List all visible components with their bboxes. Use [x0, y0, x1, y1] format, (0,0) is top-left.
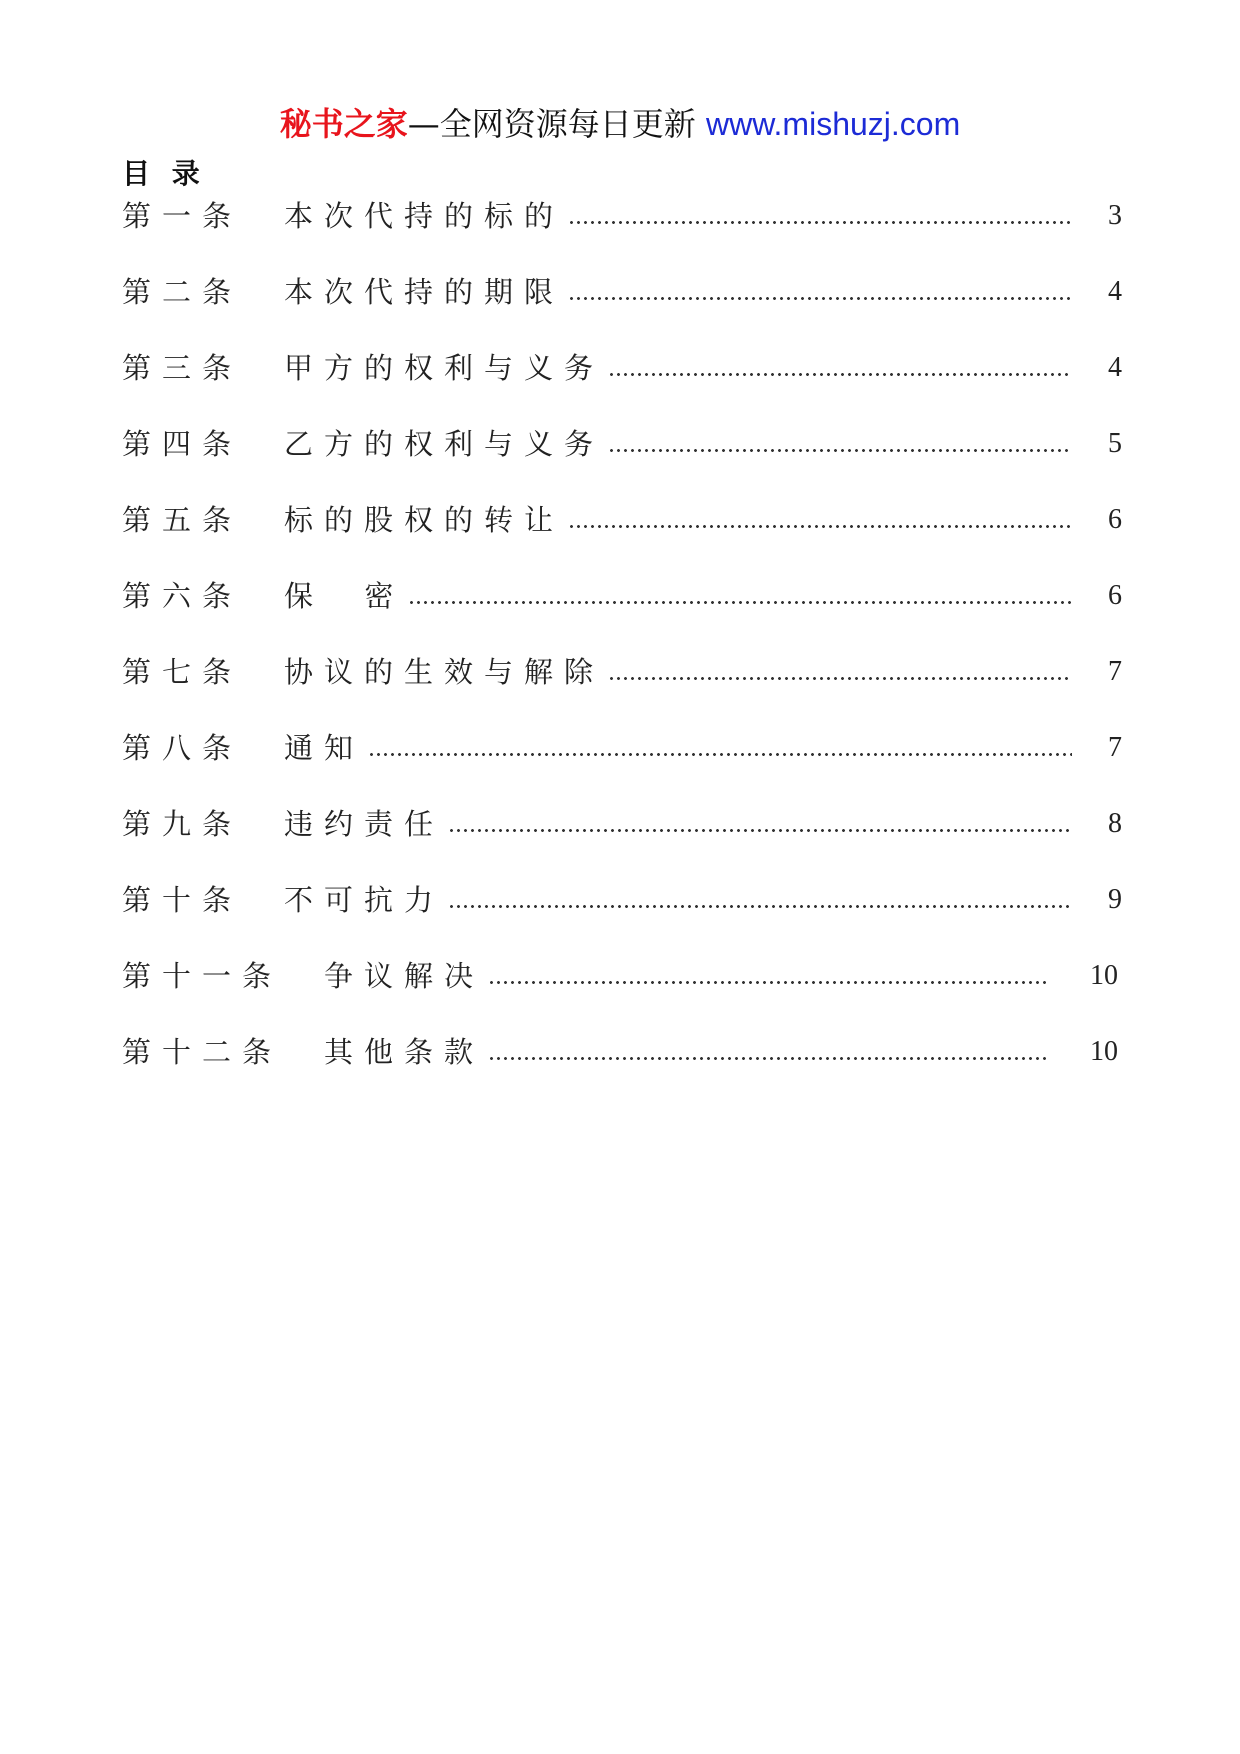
toc-entry-page: 5	[1108, 428, 1122, 459]
toc-entry[interactable]	[122, 956, 1122, 1032]
toc-entry-number: 第十一条	[122, 959, 283, 993]
table-of-contents	[122, 196, 1122, 1108]
toc-entry-number: 第八条	[122, 731, 243, 765]
toc-entry-number: 第九条	[122, 807, 243, 841]
toc-entry[interactable]	[122, 804, 1122, 880]
header-url-link[interactable]: www.mishuzj.com	[705, 106, 961, 142]
toc-entry-number: 第一条	[122, 199, 243, 233]
toc-entry-page: 8	[1108, 808, 1122, 839]
toc-entry[interactable]	[122, 348, 1122, 424]
toc-entry-number: 第六条	[122, 579, 243, 613]
toc-entry-page: 9	[1108, 884, 1122, 915]
dot-leader	[608, 424, 1072, 454]
toc-entry-heading: 标的股权的转让	[284, 503, 565, 537]
toc-entry-heading: 本次代持的期限	[284, 275, 565, 309]
toc-entry-page: 7	[1108, 656, 1122, 687]
toc-entry-heading: 违约责任	[284, 807, 445, 841]
dot-leader	[568, 196, 1072, 226]
dot-leader	[488, 1032, 1050, 1062]
dot-leader	[368, 728, 1072, 758]
dot-leader	[608, 652, 1072, 682]
toc-entry-number: 第四条	[122, 427, 243, 461]
toc-entry-heading: 争议解决	[324, 959, 485, 993]
toc-entry-number: 第七条	[122, 655, 243, 689]
toc-entry-number: 第三条	[122, 351, 243, 385]
toc-entry-heading: 保 密	[284, 579, 405, 613]
toc-entry-heading: 协议的生效与解除	[284, 655, 605, 689]
toc-entry-page: 4	[1108, 276, 1122, 307]
toc-entry-page: 10	[1090, 960, 1118, 991]
page-header	[0, 102, 1240, 146]
toc-entry-number: 第十条	[122, 883, 243, 917]
toc-entry-number: 第十二条	[122, 1035, 283, 1069]
toc-entry[interactable]	[122, 728, 1122, 804]
dot-leader	[568, 272, 1072, 302]
toc-entry-page: 3	[1108, 200, 1122, 231]
toc-entry[interactable]	[122, 880, 1122, 956]
toc-title: 目 录	[122, 157, 206, 190]
toc-entry-page: 6	[1108, 504, 1122, 535]
toc-entry[interactable]	[122, 500, 1122, 576]
dot-leader	[488, 956, 1050, 986]
toc-entry-page: 6	[1108, 580, 1122, 611]
toc-entry-number: 第五条	[122, 503, 243, 537]
toc-entry[interactable]	[122, 576, 1122, 652]
toc-entry-heading: 乙方的权利与义务	[284, 427, 605, 461]
dot-leader	[608, 348, 1072, 378]
toc-entry[interactable]	[122, 1032, 1122, 1108]
toc-entry-page: 7	[1108, 732, 1122, 763]
toc-entry[interactable]	[122, 652, 1122, 728]
toc-entry-heading: 通知	[284, 731, 365, 765]
dot-leader	[448, 880, 1072, 910]
dot-leader	[408, 576, 1072, 606]
toc-entry[interactable]	[122, 272, 1122, 348]
toc-entry-heading: 甲方的权利与义务	[284, 351, 605, 385]
toc-entry-page: 4	[1108, 352, 1122, 383]
toc-entry-heading: 其他条款	[324, 1035, 485, 1069]
toc-entry-number: 第二条	[122, 275, 243, 309]
header-brand: 秘书之家	[279, 105, 408, 143]
dot-leader	[448, 804, 1072, 834]
toc-entry-heading: 本次代持的标的	[284, 199, 565, 233]
dot-leader	[568, 500, 1072, 530]
header-slogan: —全网资源每日更新	[407, 105, 696, 143]
toc-entry[interactable]	[122, 424, 1122, 500]
toc-entry-page: 10	[1090, 1036, 1118, 1067]
toc-entry-heading: 不可抗力	[284, 883, 445, 917]
toc-entry[interactable]	[122, 196, 1122, 272]
